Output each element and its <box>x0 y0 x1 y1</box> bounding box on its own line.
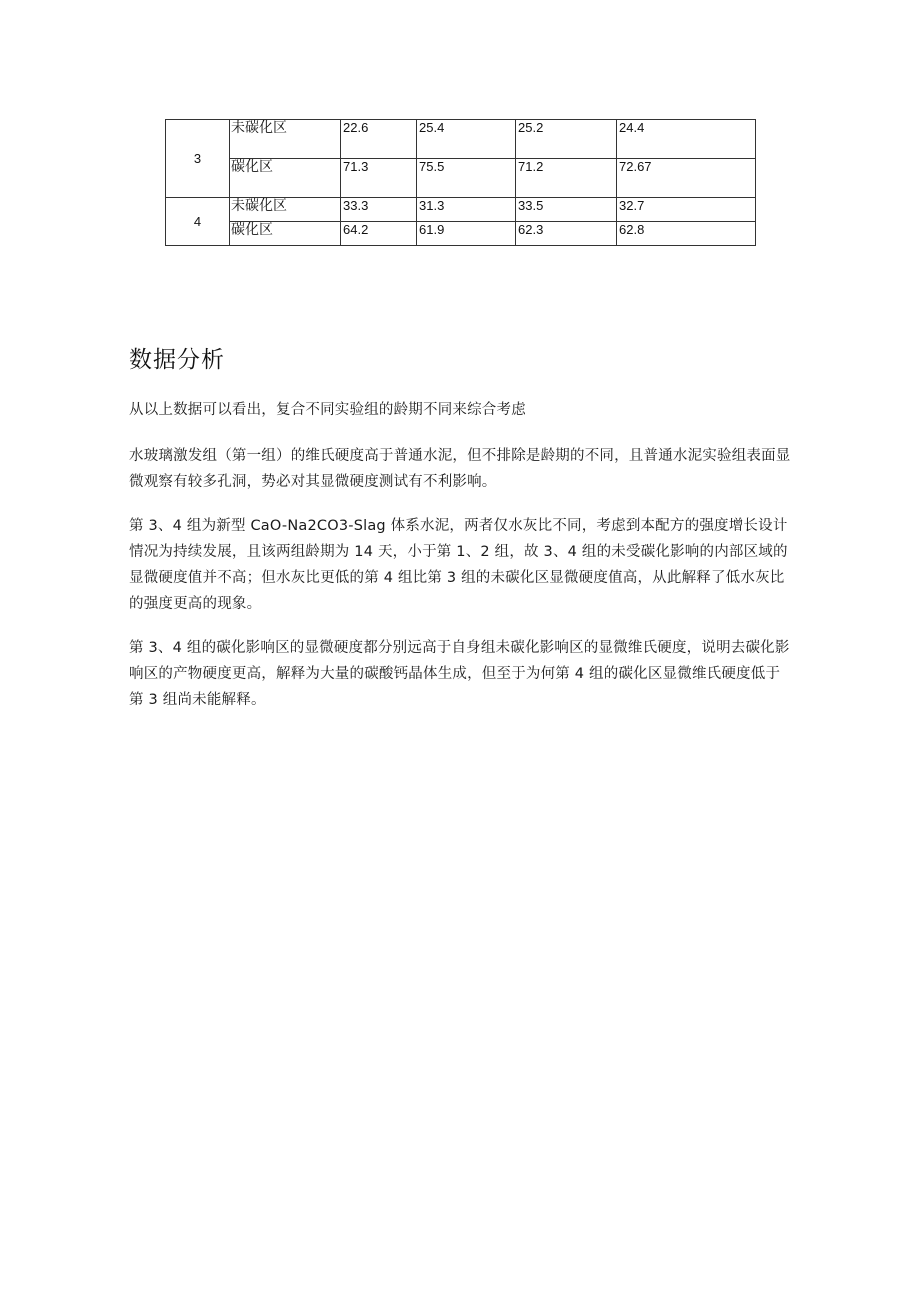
value-cell: 25.2 <box>516 120 617 159</box>
section-title: 数据分析 <box>129 347 225 373</box>
table-row <box>166 120 756 159</box>
table-row <box>166 222 756 246</box>
value-cell: 62.8 <box>617 222 756 246</box>
value-cell: 62.3 <box>516 222 617 246</box>
hardness-table <box>165 119 756 246</box>
value-cell: 64.2 <box>341 222 417 246</box>
table-row <box>166 198 756 222</box>
zone-cell: 碳化区 <box>230 222 341 246</box>
value-cell: 71.3 <box>341 159 417 198</box>
group-cell: 4 <box>166 198 230 246</box>
paragraph: 水玻璃激发组（第一组）的维氏硬度高于普通水泥，但不排除是龄期的不同，且普通水泥实验组表面显微观察有较多孔洞，势必对其显微硬度测试有不利影响。 <box>129 448 791 490</box>
paragraph: 第 3、4 组的碳化影响区的显微硬度都分别远高于自身组未碳化影响区的显微维氏硬度，说明去碳化影响区的产物硬度更高，解释为大量的碳酸钙晶体生成，但至于为何第 4 组的碳化区显微维氏硬度低于第 3 组尚未能解释。 <box>129 640 790 708</box>
value-cell: 25.4 <box>417 120 516 159</box>
value-cell: 61.9 <box>417 222 516 246</box>
zone-cell: 未碳化区 <box>230 120 341 159</box>
value-cell: 22.6 <box>341 120 417 159</box>
value-cell: 32.7 <box>617 198 756 222</box>
value-cell: 75.5 <box>417 159 516 198</box>
table-row <box>166 159 756 198</box>
group-cell: 3 <box>166 120 230 198</box>
value-cell: 33.3 <box>341 198 417 222</box>
value-cell: 33.5 <box>516 198 617 222</box>
value-cell: 24.4 <box>617 120 756 159</box>
paragraph: 第 3、4 组为新型 CaO-Na2CO3-Slag 体系水泥，两者仅水灰比不同，考虑到本配方的强度增长设计情况为持续发展，且该两组龄期为 14 天，小于第 1、2 组，故 3、4 组的未受碳化影响的内部区域的显微硬度值并不高；但水灰比更低的第 4 组比第 3 组的未碳化区显微硬度值高，从此解释了低水灰比的强度更高的现象。 <box>129 518 788 612</box>
value-cell: 71.2 <box>516 159 617 198</box>
value-cell: 72.67 <box>617 159 756 198</box>
zone-cell: 未碳化区 <box>230 198 341 222</box>
paragraph: 从以上数据可以看出，复合不同实验组的龄期不同来综合考虑 <box>129 402 526 418</box>
value-cell: 31.3 <box>417 198 516 222</box>
zone-cell: 碳化区 <box>230 159 341 198</box>
